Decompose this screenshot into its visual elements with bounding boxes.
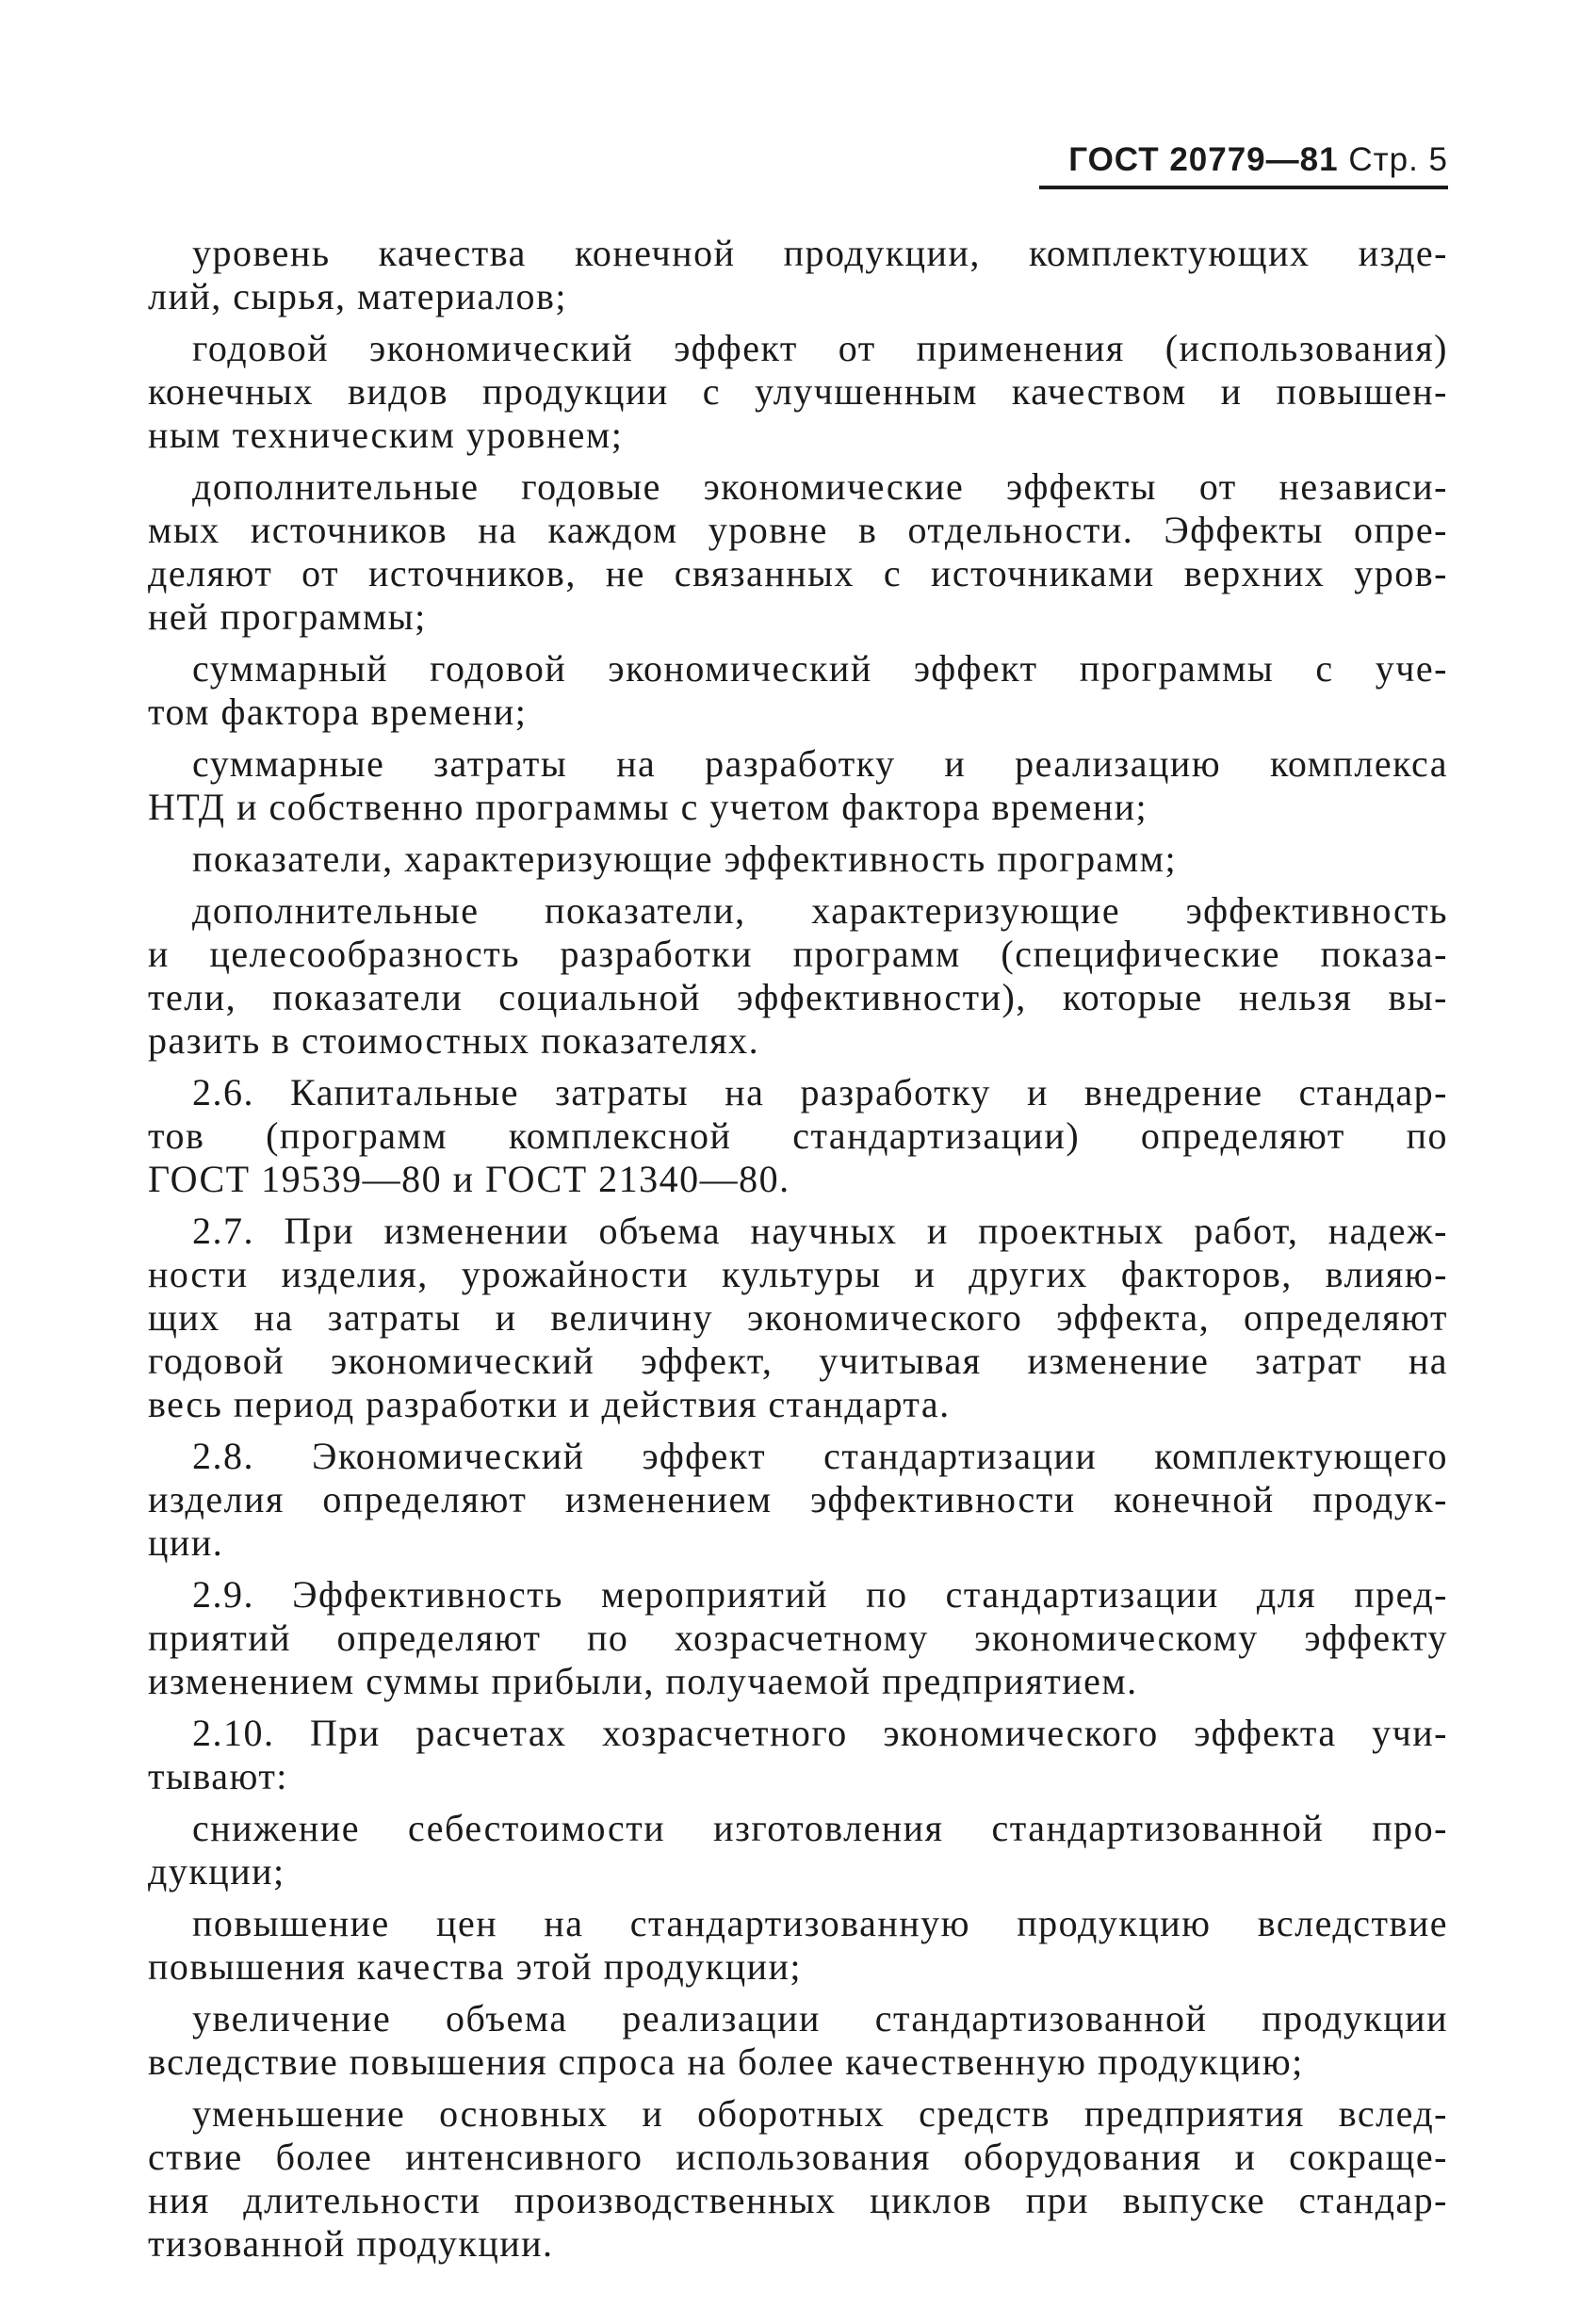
paragraph — [148, 837, 1448, 881]
text-line: тов (программ комплексной стандартизации) определяют по — [148, 1114, 1448, 1157]
paragraph — [148, 1573, 1448, 1703]
text-line: дополнительные показатели, характеризующие эффективность — [192, 889, 1448, 932]
text-line: приятий определяют по хозрасчетному экономическому эффекту — [148, 1617, 1448, 1659]
text-line: суммарные затраты на разработку и реализацию комплекса — [192, 742, 1448, 785]
text-line: увеличение объема реализации стандартизованной продукции — [192, 1997, 1448, 2040]
paragraph — [148, 232, 1448, 318]
page-number: Стр. 5 — [1348, 141, 1448, 178]
text-line: ным техническим уровнем; — [148, 414, 624, 456]
text-line: снижение себестоимости изготовления стандартизованной про- — [192, 1807, 1448, 1849]
text-line: тизованной продукции. — [148, 2222, 554, 2265]
text-line: разить в стоимостных показателях. — [148, 1019, 760, 1062]
header-rule — [1039, 186, 1448, 189]
text-line: показатели, характеризующие эффективность программ; — [192, 837, 1178, 880]
text-line: годовой экономический эффект от применения (использования) — [192, 327, 1448, 369]
text-line: конечных видов продукции с улучшенным качеством и повышен- — [148, 370, 1448, 413]
paragraph — [148, 1902, 1448, 1989]
text-line: ствие более интенсивного использования оборудования и сокраще- — [148, 2136, 1448, 2178]
text-line: 2.6. Капитальные затраты на разработку и внедрение стандар- — [192, 1071, 1448, 1113]
text-line: уменьшение основных и оборотных средств предприятия вслед- — [192, 2092, 1448, 2135]
text-line: годовой экономический эффект, учитывая изменение затрат на — [148, 1340, 1448, 1382]
text-line: повышения качества этой продукции; — [148, 1945, 803, 1988]
text-line: ГОСТ 19539—80 и ГОСТ 21340—80. — [148, 1158, 790, 1200]
text-line: том фактора времени; — [148, 691, 528, 733]
text-line: ности изделия, урожайности культуры и других факторов, влияю- — [148, 1253, 1448, 1295]
paragraph — [148, 1071, 1448, 1201]
text-line: лий, сырья, материалов; — [148, 275, 568, 317]
text-line: деляют от источников, не связанных с источниками верхних уров- — [148, 552, 1448, 594]
text-line: вследствие повышения спроса на более качественную продукцию; — [148, 2040, 1304, 2083]
paragraph — [148, 1210, 1448, 1426]
paragraph — [148, 889, 1448, 1063]
text-line: мых источников на каждом уровне в отдельности. Эффекты опре- — [148, 509, 1448, 551]
paragraph — [148, 1712, 1448, 1798]
text-line: весь период разработки и действия стандарта. — [148, 1383, 951, 1425]
body-text — [148, 232, 1448, 2274]
paragraph — [148, 2092, 1448, 2266]
page-header — [1068, 141, 1448, 179]
text-line: НТД и собственно программы с учетом фактора времени; — [148, 786, 1148, 828]
text-line: суммарный годовой экономический эффект программы с уче- — [192, 647, 1448, 690]
paragraph — [148, 742, 1448, 829]
text-line: 2.7. При изменении объема научных и проектных работ, надеж- — [192, 1210, 1448, 1252]
paragraph — [148, 1807, 1448, 1893]
text-line: 2.8. Экономический эффект стандартизации комплектующего — [192, 1435, 1448, 1477]
text-line: уровень качества конечной продукции, комплектующих изде- — [192, 232, 1448, 274]
text-line: дополнительные годовые экономические эффекты от независи- — [192, 465, 1448, 508]
paragraph — [148, 327, 1448, 457]
text-line: щих на затраты и величину экономического эффекта, определяют — [148, 1296, 1448, 1339]
text-line: тели, показатели социальной эффективности), которые нельзя вы- — [148, 976, 1448, 1018]
text-line: повышение цен на стандартизованную продукцию вследствие — [192, 1902, 1448, 1944]
paragraph — [148, 647, 1448, 734]
text-line: ции. — [148, 1521, 224, 1564]
text-line: и целесообразность разработки программ (специфические показа- — [148, 933, 1448, 975]
text-line: изделия определяют изменением эффективности конечной продук- — [148, 1478, 1448, 1520]
text-line: 2.9. Эффективность мероприятий по стандартизации для пред- — [192, 1573, 1448, 1616]
text-line: ния длительности производственных циклов при выпуске стандар- — [148, 2179, 1448, 2221]
text-line: ней программы; — [148, 595, 427, 638]
document-code: ГОСТ 20779—81 — [1068, 141, 1339, 178]
text-line: изменением суммы прибыли, получаемой предприятием. — [148, 1660, 1138, 1702]
text-line: тывают: — [148, 1755, 288, 1797]
text-line: 2.10. При расчетах хозрасчетного экономического эффекта учи- — [192, 1712, 1448, 1754]
paragraph — [148, 1997, 1448, 2084]
text-line: дукции; — [148, 1850, 285, 1893]
paragraph — [148, 465, 1448, 639]
paragraph — [148, 1435, 1448, 1565]
